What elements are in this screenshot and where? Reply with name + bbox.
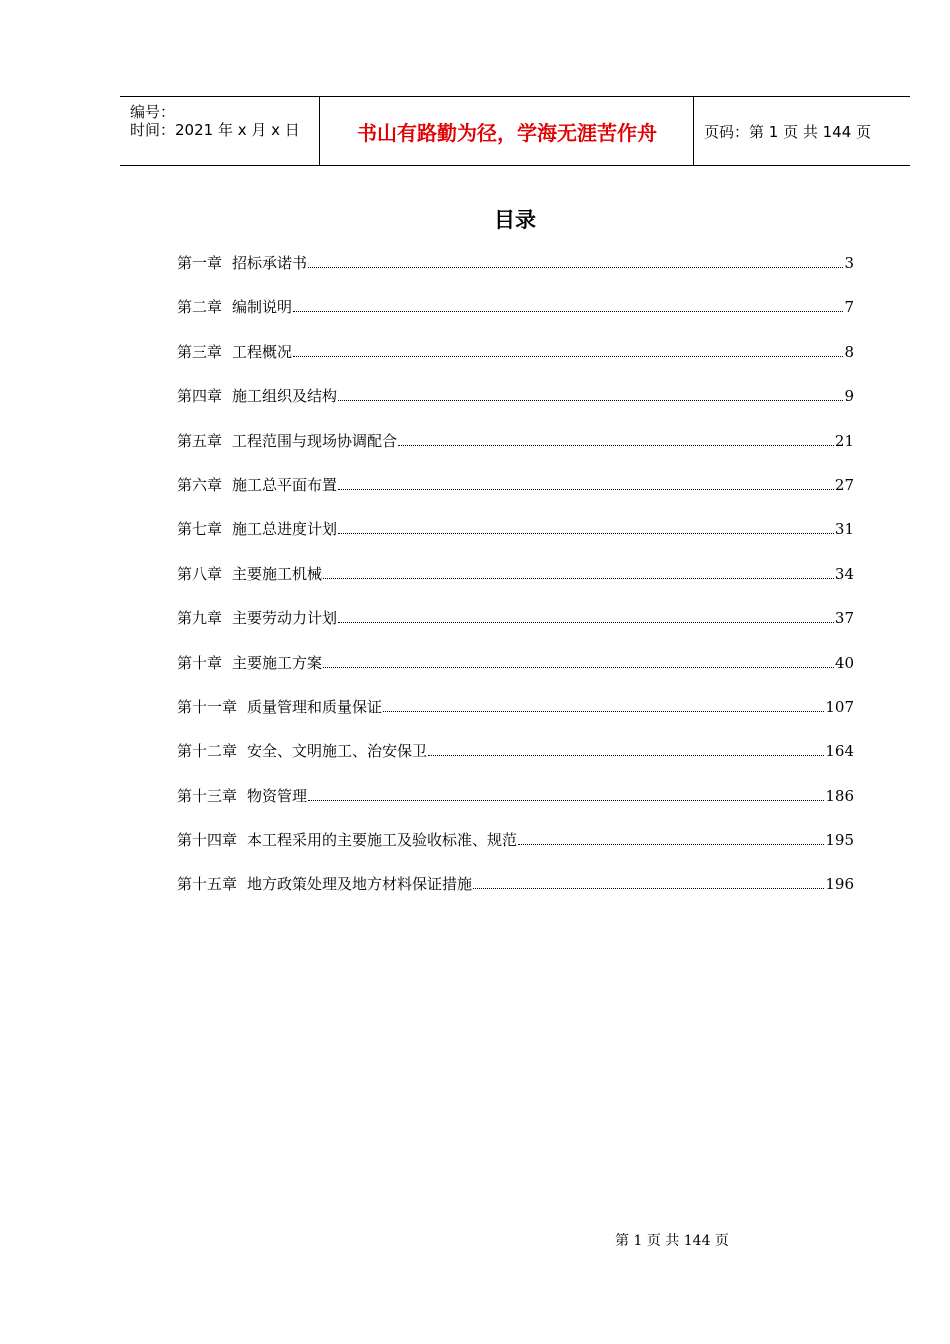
toc-page-number: 9 — [844, 387, 854, 406]
toc-page-number: 164 — [825, 742, 854, 761]
toc-entry[interactable] — [177, 696, 854, 740]
toc-chapter-title: 主要施工方案 — [232, 653, 323, 672]
toc-leader-dots — [338, 533, 834, 534]
toc-entry[interactable] — [177, 430, 854, 474]
toc-entry[interactable] — [177, 518, 854, 562]
toc-entry[interactable] — [177, 563, 854, 607]
toc-entry-name — [177, 252, 307, 273]
toc-page-number: 7 — [844, 298, 854, 317]
toc-chapter-number: 第十四章 — [177, 831, 238, 850]
header-motto: 书山有路勤为径，学海无涯苦作舟 — [321, 97, 694, 165]
toc-chapter-number: 第七章 — [177, 520, 223, 539]
table-of-contents — [177, 252, 854, 918]
toc-chapter-title: 地方政策处理及地方材料保证措施 — [247, 875, 473, 894]
toc-entry[interactable] — [177, 652, 854, 696]
toc-entry-name — [177, 474, 337, 495]
toc-chapter-number: 第八章 — [177, 564, 223, 583]
toc-chapter-title: 施工组织及结构 — [232, 387, 338, 406]
toc-leader-dots — [323, 667, 834, 668]
toc-page-number: 31 — [834, 520, 854, 539]
toc-chapter-title: 编制说明 — [232, 298, 293, 317]
toc-chapter-number: 第十二章 — [177, 742, 238, 761]
toc-chapter-title: 招标承诺书 — [232, 254, 308, 272]
toc-chapter-title: 主要劳动力计划 — [232, 609, 338, 628]
toc-entry-name — [177, 696, 382, 717]
toc-chapter-number: 第十五章 — [177, 875, 238, 894]
toc-entry-name — [177, 563, 322, 584]
toc-entry-name — [177, 829, 517, 850]
toc-entry-name — [177, 296, 292, 317]
number-label: 编号： — [130, 103, 176, 121]
toc-leader-dots — [473, 888, 824, 889]
toc-entry-name — [177, 607, 337, 628]
toc-chapter-title: 施工总平面布置 — [232, 475, 338, 494]
header-meta — [120, 97, 320, 165]
toc-entry-name — [177, 785, 307, 806]
toc-entry[interactable] — [177, 252, 854, 296]
toc-leader-dots — [338, 400, 843, 401]
toc-entry[interactable] — [177, 740, 854, 784]
toc-leader-dots — [398, 445, 834, 446]
toc-leader-dots — [323, 578, 834, 579]
toc-entry-name — [177, 518, 337, 539]
toc-leader-dots — [338, 622, 834, 623]
toc-chapter-title: 质量管理和质量保证 — [247, 697, 383, 716]
toc-page-number: 34 — [834, 564, 854, 583]
toc-page-number: 196 — [825, 875, 854, 894]
toc-entry[interactable] — [177, 873, 854, 917]
toc-leader-dots — [428, 755, 824, 756]
toc-chapter-title: 工程概况 — [232, 342, 293, 361]
toc-entry-name — [177, 652, 322, 673]
toc-leader-dots — [383, 711, 824, 712]
toc-entry[interactable] — [177, 607, 854, 651]
toc-page-number: 8 — [844, 342, 854, 361]
toc-chapter-number: 第五章 — [177, 431, 223, 450]
toc-entry[interactable] — [177, 829, 854, 873]
toc-leader-dots — [293, 356, 843, 357]
toc-leader-dots — [338, 489, 834, 490]
toc-entry-name — [177, 430, 397, 451]
toc-entry[interactable] — [177, 296, 854, 340]
toc-page-number: 186 — [825, 786, 854, 805]
toc-page-number: 27 — [834, 475, 854, 494]
time-label: 时间：2021 年 x 月 x 日 — [130, 121, 300, 139]
toc-entry[interactable] — [177, 385, 854, 429]
toc-entry-name — [177, 385, 337, 406]
toc-leader-dots — [293, 311, 843, 312]
toc-chapter-number: 第一章 — [177, 254, 223, 272]
toc-entry-name — [177, 341, 292, 362]
toc-chapter-number: 第三章 — [177, 342, 223, 361]
toc-page-number: 195 — [825, 831, 854, 850]
toc-title: 目录 — [494, 207, 536, 232]
toc-chapter-number: 第六章 — [177, 475, 223, 494]
toc-entry[interactable] — [177, 474, 854, 518]
toc-chapter-title: 安全、文明施工、治安保卫 — [247, 742, 428, 761]
toc-page-number: 37 — [834, 609, 854, 628]
toc-page-number: 21 — [834, 431, 854, 450]
toc-chapter-title: 施工总进度计划 — [232, 520, 338, 539]
toc-leader-dots — [518, 844, 824, 845]
toc-chapter-title: 工程范围与现场协调配合 — [232, 431, 398, 450]
toc-chapter-title: 本工程采用的主要施工及验收标准、规范 — [247, 831, 518, 850]
toc-chapter-number: 第十章 — [177, 653, 223, 672]
document-header — [120, 96, 910, 166]
toc-chapter-number: 第九章 — [177, 609, 223, 628]
page-footer: 第 1 页 共 144 页 — [615, 1233, 729, 1249]
toc-entry-name — [177, 873, 472, 894]
toc-page-number: 107 — [825, 697, 854, 716]
toc-chapter-title: 物资管理 — [247, 786, 308, 805]
toc-chapter-title: 主要施工机械 — [232, 564, 323, 583]
toc-page-number: 40 — [834, 653, 854, 672]
toc-entry-name — [177, 740, 427, 761]
toc-chapter-number: 第十一章 — [177, 697, 238, 716]
toc-chapter-number: 第四章 — [177, 387, 223, 406]
toc-leader-dots — [308, 267, 843, 268]
toc-entry[interactable] — [177, 341, 854, 385]
toc-chapter-number: 第十三章 — [177, 786, 238, 805]
toc-page-number: 3 — [844, 254, 854, 272]
toc-leader-dots — [308, 800, 824, 801]
header-page-info: 页码：第 1 页 共 144 页 — [704, 122, 872, 141]
toc-chapter-number: 第二章 — [177, 298, 223, 317]
toc-entry[interactable] — [177, 785, 854, 829]
